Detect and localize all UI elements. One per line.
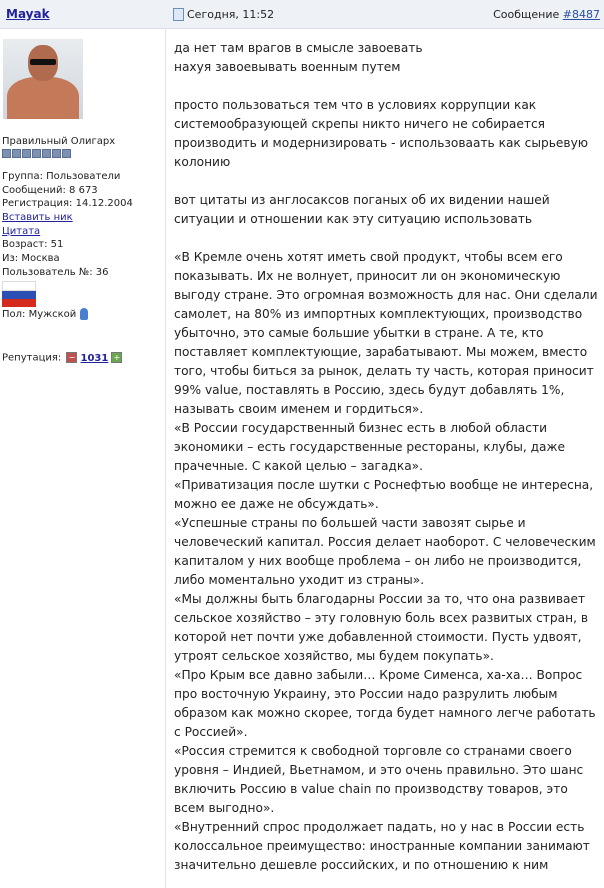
post-body bbox=[174, 39, 602, 875]
user-title: Правильный Олигарх bbox=[2, 136, 116, 147]
document-icon bbox=[173, 8, 184, 21]
user-location: Из: Москва bbox=[2, 253, 60, 265]
author-name bbox=[6, 7, 50, 21]
user-age: Возраст: 51 bbox=[2, 239, 64, 251]
russia-flag-icon bbox=[2, 281, 36, 305]
user-info bbox=[2, 170, 162, 280]
gender-label: Пол: Мужской bbox=[2, 309, 77, 320]
message-label: Сообщение bbox=[493, 8, 563, 21]
user-sidebar bbox=[0, 29, 166, 888]
reputation-label: Репутация: bbox=[2, 352, 62, 364]
post-header bbox=[0, 0, 604, 29]
quote-paragraph: «В Кремле очень хотят иметь свой продукт, чтобы всем его показывать. Их не волнует, приносит ли он экономическую выгоду стране. Это огромная возможность для нас. Они сделали самолет, на 80% из импортных комплектующих, производство убыточно, это самые большие убытки в стране. А те, кто поставляет комплектующие, зарабатывают. Мы можем, вместо того, чтобы биться за рынок, делать ту часть, которая приносит 99% value, поставлять в Россию, здесь будут добавлять 1%, называть своим именем и гордиться». bbox=[174, 250, 598, 416]
quote-link[interactable]: Цитата bbox=[2, 225, 41, 237]
user-gender bbox=[2, 308, 88, 320]
quote-paragraph: «Про Крым все давно забыли… Кроме Сименса, ха-ха… Вопрос про восточную Украину, это России надо разрулить любым образом как можно скорее, тогда будет намного легче работать с Россией». bbox=[174, 668, 596, 739]
quote-paragraph: «Успешные страны по большей части завозят сырье и человеческий капитал. Россия делает наоборот. С человеческим капиталом у них вообще проблема – он либо не производится, либо моментально уходит из страны». bbox=[174, 516, 596, 587]
user-message-count: Сообщений: 8 673 bbox=[2, 184, 98, 196]
user-registration: Регистрация: 14.12.2004 bbox=[2, 198, 133, 210]
quote-paragraph: «Приватизация после шутки с Роснефтью вообще не интересна, можно ее даже не обсуждать». bbox=[174, 478, 594, 511]
post-date: Сегодня, 11:52 bbox=[187, 8, 275, 21]
quote-paragraph: «Россия стремится к свободной торговле со странами своего уровня – Индией, Вьетнамом, и это очень правильно. Это шанс включить Россию в value chain по производству товаров, это всем выгодно». bbox=[174, 744, 584, 815]
insert-nick-link[interactable]: Вставить ник bbox=[2, 212, 73, 224]
author-link[interactable]: Mayak bbox=[6, 7, 50, 21]
reputation-minus-icon[interactable]: − bbox=[66, 352, 77, 363]
reputation-plus-icon[interactable]: + bbox=[111, 352, 122, 363]
quote-paragraph: «В России государственный бизнес есть в любой области экономики – есть государственные рестораны, клубы, даже прачечные. С какой целью – загадка». bbox=[174, 421, 565, 473]
message-number bbox=[493, 8, 600, 21]
post-paragraph: просто пользоваться тем что в условиях коррупции как системообразующей скрепы никто ничего не собирается производить и модернизировать - использоваать как сырьевую колонию bbox=[174, 98, 589, 169]
user-group: Группа: Пользователи bbox=[2, 171, 121, 182]
avatar bbox=[3, 39, 83, 119]
quote-paragraph: «Мы должны быть благодарны России за то, что она развивает сельское хозяйство – эту головную боль всех развитых стран, в которой нет почти уже добавленной стоимости. Пусть удвоят, утроят сельское хозяйство, мы будем покупать». bbox=[174, 592, 589, 663]
reputation bbox=[2, 352, 122, 364]
post-paragraph: да нет там врагов в смысле завоевать bbox=[174, 41, 423, 55]
message-link[interactable]: #8487 bbox=[562, 8, 600, 21]
user-number: Пользователь №: 36 bbox=[2, 266, 109, 278]
male-icon bbox=[80, 308, 88, 320]
quote-paragraph: «Внутренний спрос продолжает падать, но у нас в России есть колоссальное преимущество: иностранные компании занимают значительно дешевле российских, и по отношению к ним bbox=[174, 820, 590, 872]
post-paragraph: нахуя завоевывать военным путем bbox=[174, 60, 401, 74]
rating-pips bbox=[2, 149, 72, 157]
reputation-value[interactable]: 1031 bbox=[80, 352, 109, 364]
post-paragraph: вот цитаты из англосаксов поганых об их видении нашей ситуации и отношении как эту ситуацию использовать bbox=[174, 193, 550, 226]
